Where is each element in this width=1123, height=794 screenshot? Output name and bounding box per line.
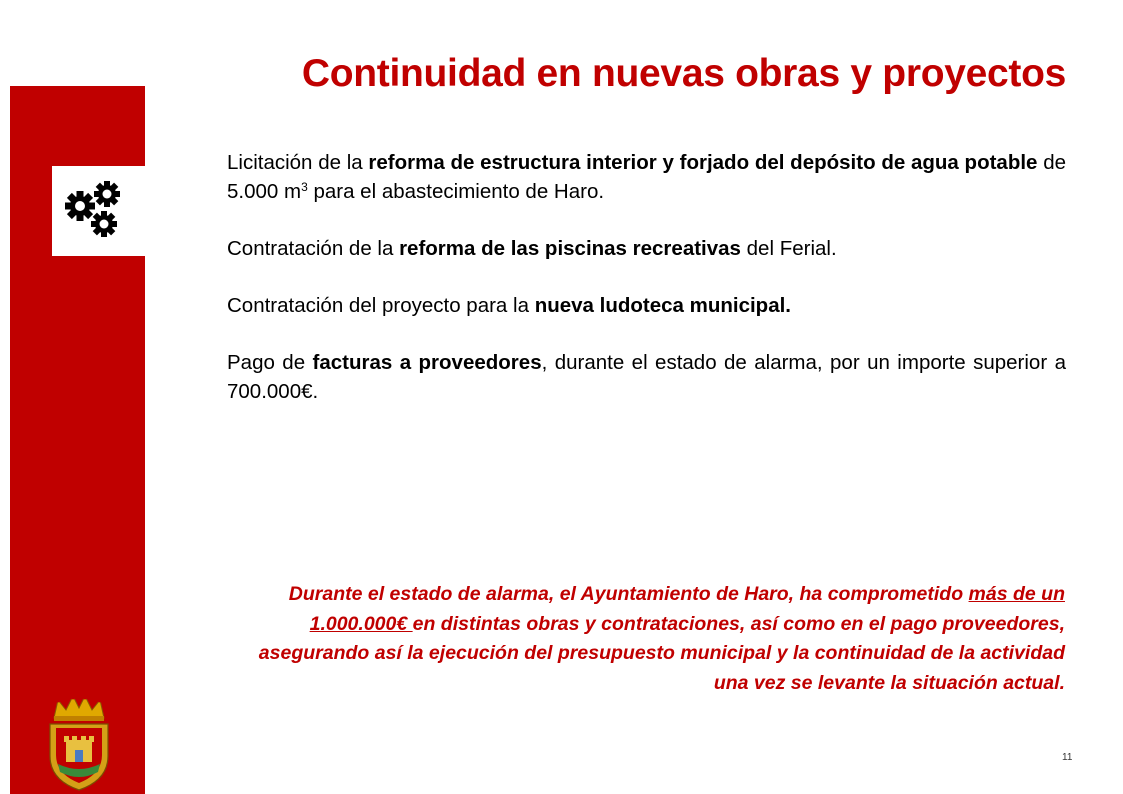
item-facturas: Pago de facturas a proveedores, durante el estado de alarma, por un importe superior a 700.000€. [227,351,1066,403]
item-deposito: Licitación de la reforma de estructura interior y forjado del depósito de agua potable de 5.000 $m^3$ para el abastecimiento de Haro. [227,151,1067,203]
item-ludoteca: Contratación del proyecto para la nueva ludoteca municipal. [227,294,791,317]
section-icon-box [52,166,146,256]
content-body [227,148,1066,434]
page-title: Continuidad en nuevas obras y proyectos [301,52,1066,95]
summary-statement: Durante el estado de alarma, el Ayuntamiento de Haro, ha comprometido más de un 1.000.000€ en distintas obras y contrataciones, así como en el pago proveedores, asegurando así la ejecución del presupuesto municipal y la continuidad de la actividad una vez se levante la situación actual. [258,583,1065,694]
coat-of-arms-icon [44,694,114,794]
page-number: 11 [1062,752,1073,763]
item-piscinas: Contratación de la reforma de las piscinas recreativas del Ferial. [227,237,837,260]
gears-icon [62,178,124,242]
